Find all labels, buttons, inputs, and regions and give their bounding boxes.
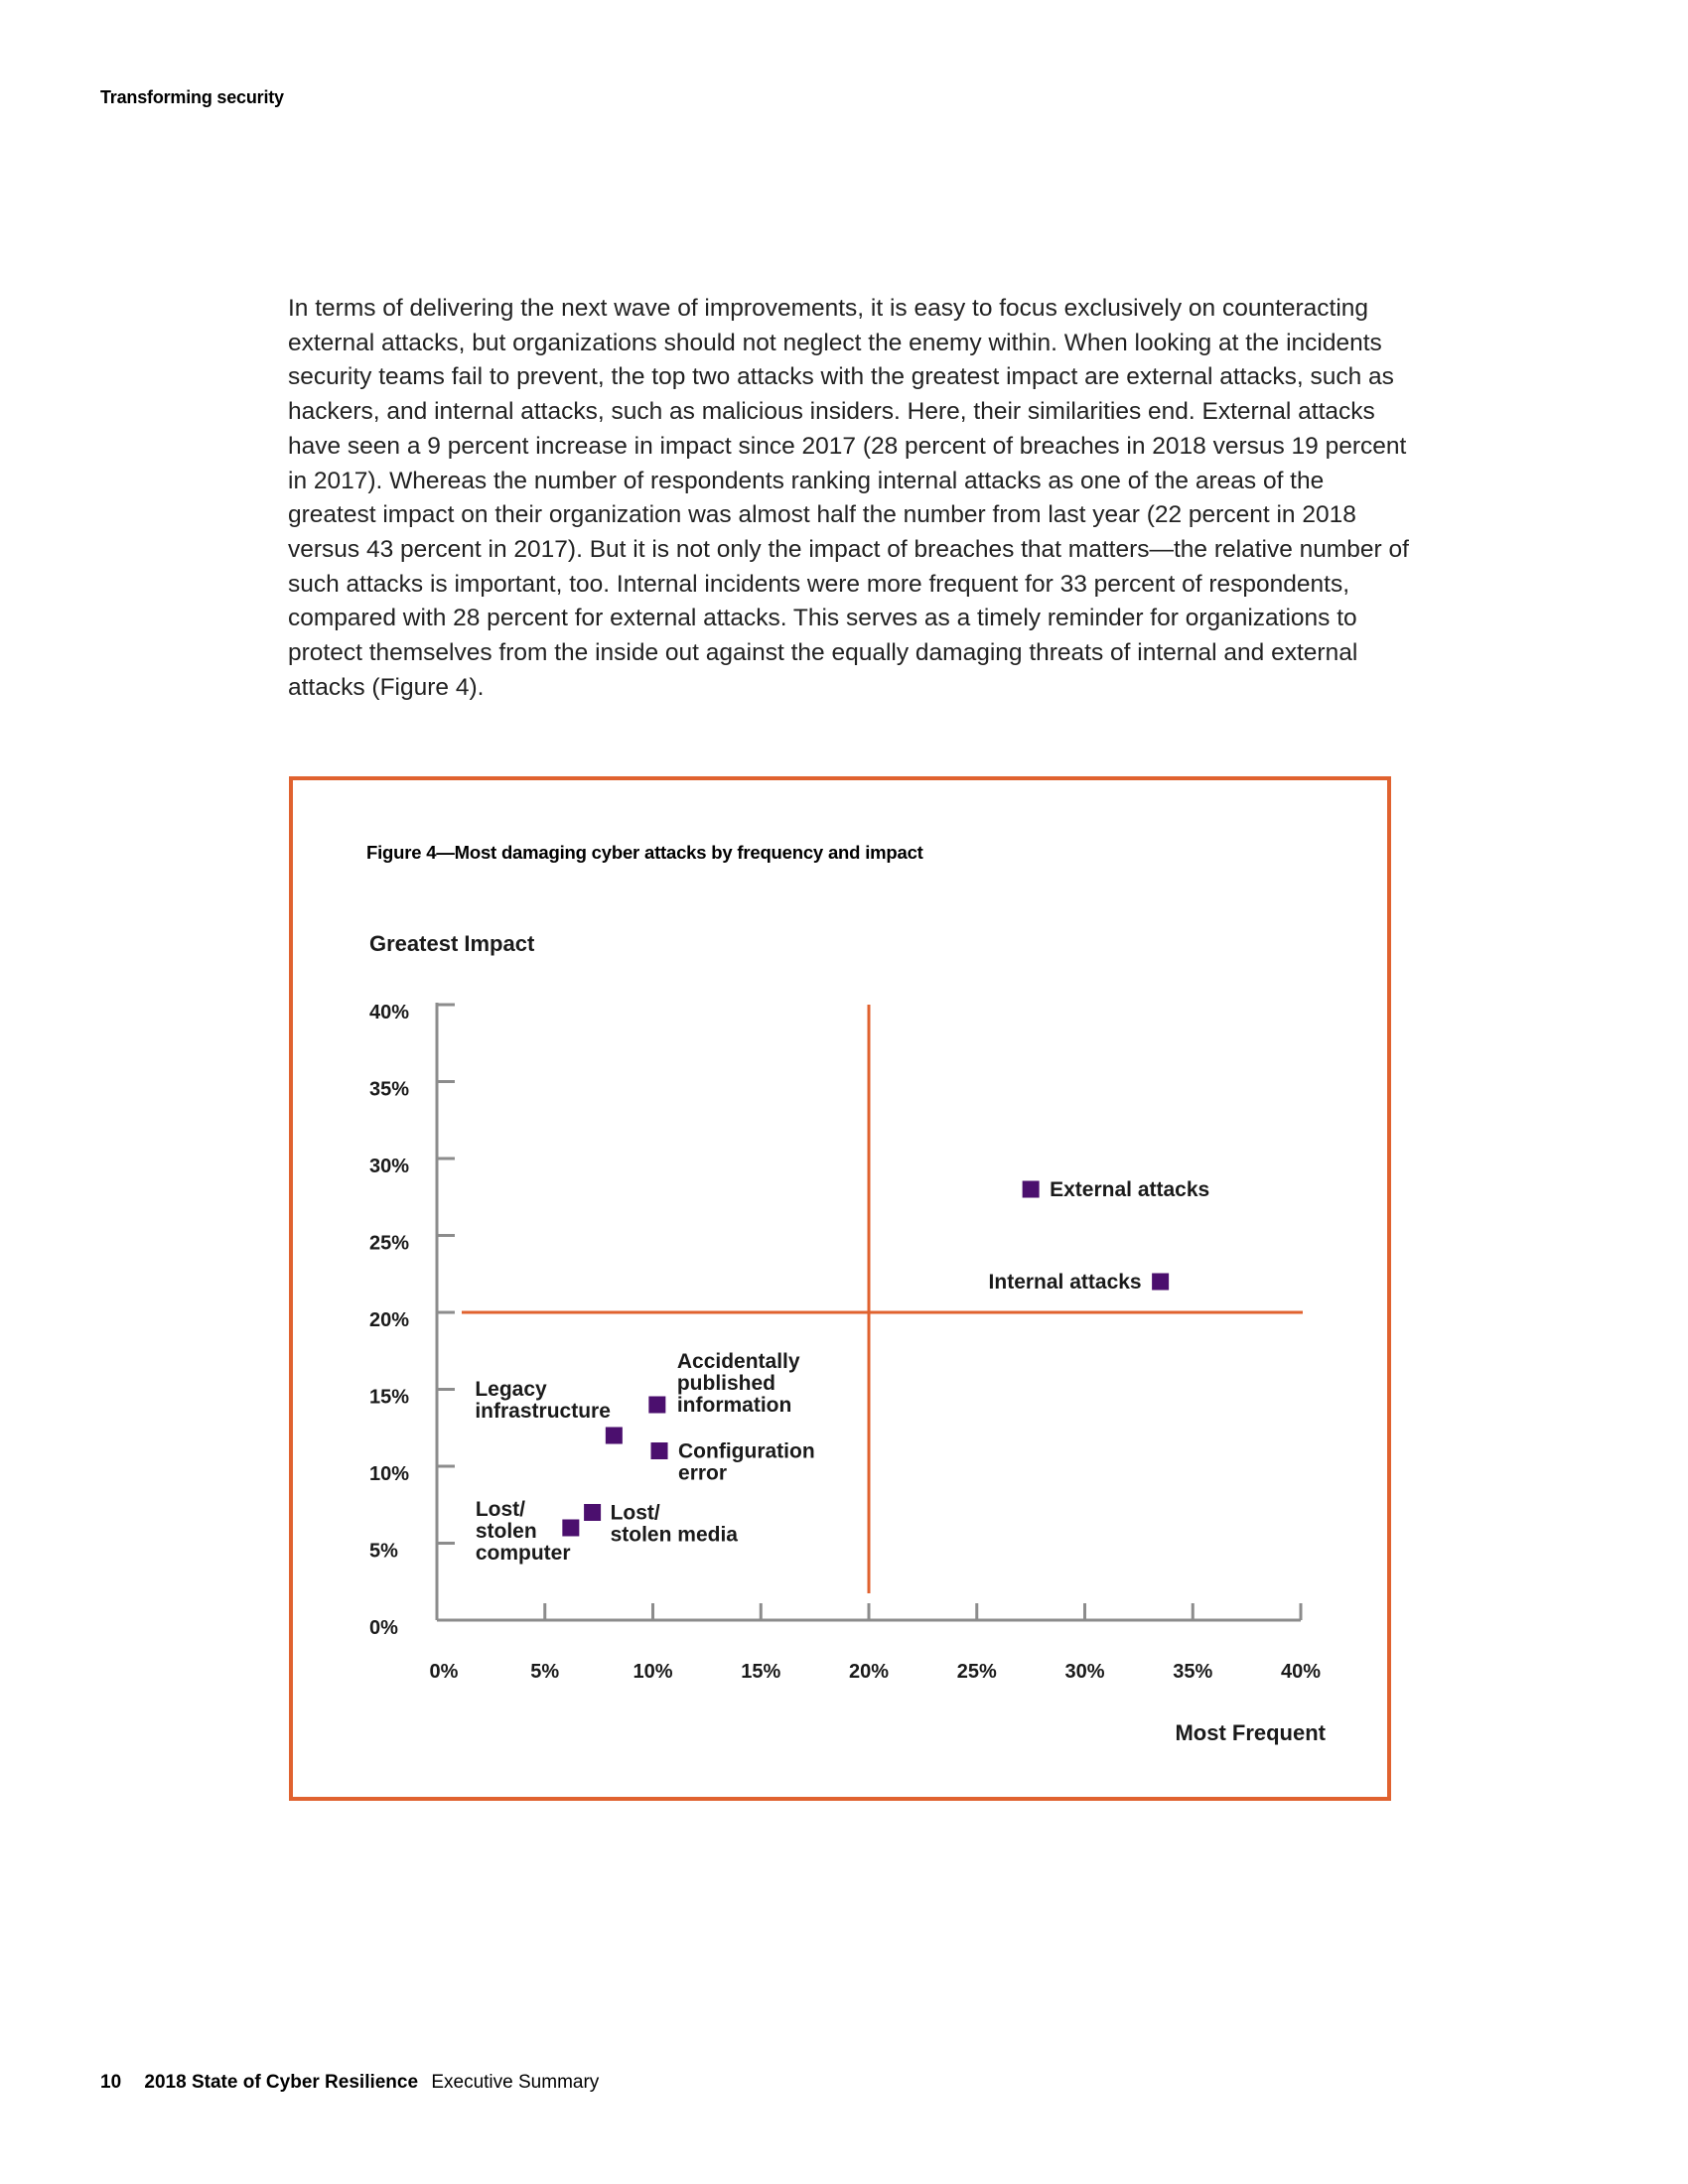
data-point-label: Lost/ [475,1498,526,1521]
section-label: Transforming security [100,87,284,107]
body-paragraph: In terms of delivering the next wave of improvements, it is easy to focus exclusively on counteracting external attacks, but organizations should not neglect the enemy within. When looking at the incidents security teams fail to prevent, the top two attacks with the greatest impact are external attacks, such as hackers, and internal attacks, such as malicious insiders. Here, their similarities end. External attacks have seen a 9 percent increase in impact since 2017 (28 percent of breaches in 2018 versus 19 percent in 2017). Whereas the number of respondents ranking internal attacks as one of the areas of the greatest impact on their organization was almost half the number from last year (22 percent in 2018 versus 43 percent in 2017). But it is not only the impact of breaches that matters—the relative number of such attacks is important, too. Internal incidents were more frequent for 33 percent of respondents, compared with 28 percent for external attacks. This serves as a timely reminder for organizations to protect themselves from the inside out against the equally damaging threats of internal and external attacks (Figure 4). [288,295,1409,701]
y-tick-label: 35% [369,1078,410,1101]
y-tick-label: 40% [369,1002,410,1024]
y-tick-label: 5% [369,1540,398,1563]
y-tick-label: 0% [369,1617,398,1639]
data-point-label: computer [475,1542,571,1565]
data-point-label: Legacy [475,1378,547,1401]
data-point-label: Configuration [678,1439,815,1463]
report-title: 2018 State of Cyber Resilience [144,2072,419,2093]
x-axis-label: Most Frequent [1175,1720,1326,1745]
data-point-label: Internal attacks [988,1271,1142,1294]
x-tick-label: 30% [1064,1661,1105,1683]
y-axis-label: Greatest Impact [369,931,535,956]
footer [100,2072,599,2094]
x-tick-label: 35% [1173,1661,1213,1683]
data-point [606,1428,623,1444]
data-point-label: information [676,1394,792,1417]
data-point [584,1504,601,1521]
data-point [648,1397,665,1414]
y-tick-label: 10% [369,1463,410,1485]
x-tick-label: 25% [956,1661,997,1683]
data-point-label: Lost/ [610,1501,660,1525]
data-point [651,1442,668,1459]
data-point-label: error [678,1461,728,1485]
y-tick-label: 20% [369,1309,410,1331]
x-tick-label: 20% [848,1661,890,1683]
x-tick-label: 40% [1280,1661,1322,1683]
page-number: 10 [100,2072,122,2093]
data-point-label: published [676,1372,776,1395]
y-tick-label: 15% [369,1386,410,1409]
x-tick-label: 10% [633,1661,673,1683]
figure-title: Figure 4—Most damaging cyber attacks by frequency and impact [366,842,923,863]
data-point [562,1520,579,1537]
y-tick-label: 25% [369,1232,410,1255]
data-point-label: stolen [475,1520,537,1543]
x-tick-label: 0% [429,1661,459,1683]
y-tick-label: 30% [369,1156,410,1177]
data-point [1023,1181,1040,1198]
x-tick-label: 15% [741,1661,781,1683]
data-point-label: infrastructure [475,1400,611,1423]
data-point-label: stolen media [610,1523,738,1547]
report-subtitle: Executive Summary [431,2072,600,2093]
x-tick-label: 5% [530,1661,560,1683]
data-point [1152,1274,1169,1291]
data-point-label: External attacks [1050,1178,1210,1201]
data-point-label: Accidentally [676,1350,800,1373]
